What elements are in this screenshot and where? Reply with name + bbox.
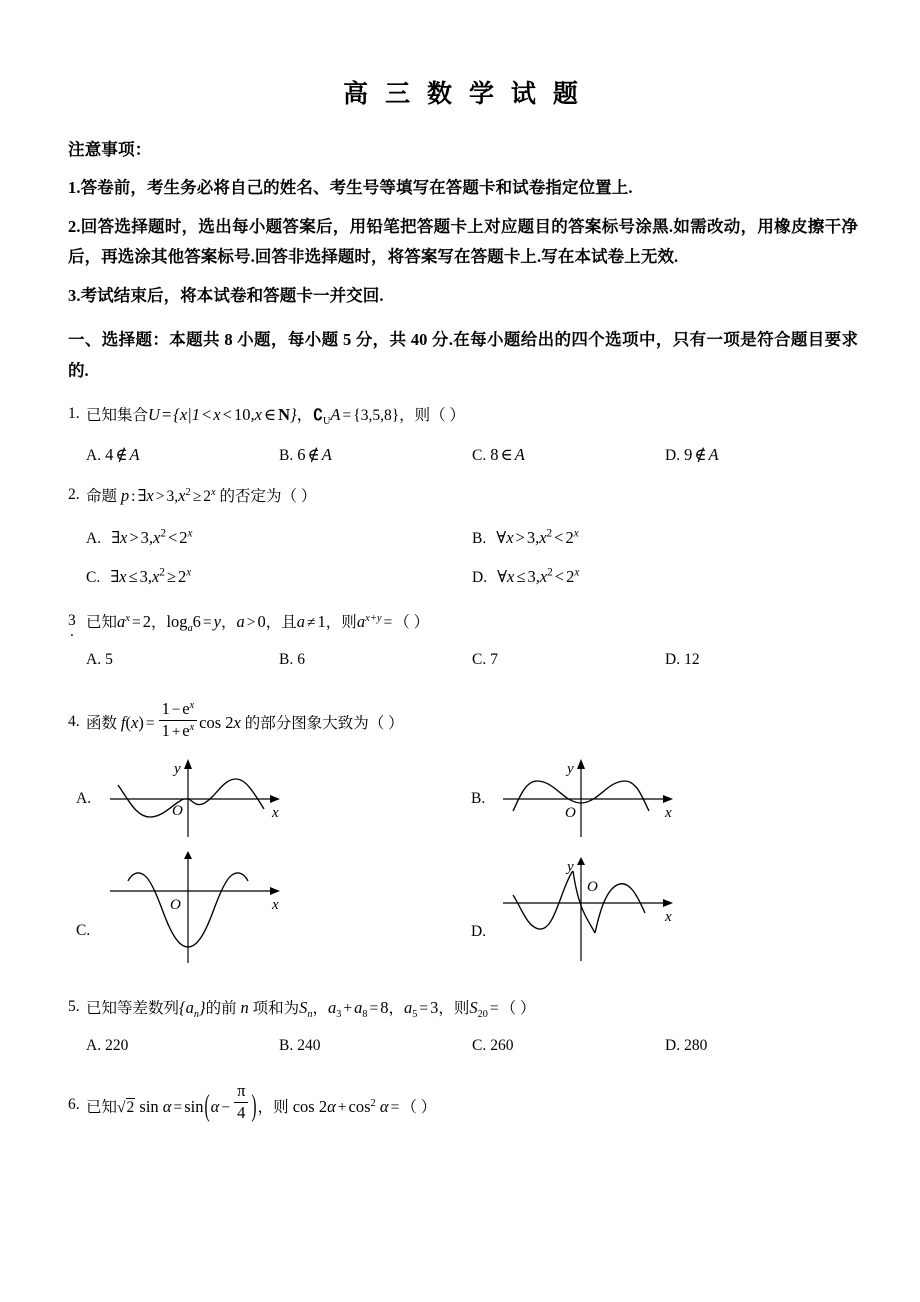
graph-d-o-label: O xyxy=(587,878,598,895)
graph-a-x-label: x xyxy=(272,804,279,821)
question-2-option-d[interactable] xyxy=(472,566,858,587)
graph-d-svg xyxy=(495,851,685,967)
question-4-graph-b xyxy=(489,755,685,843)
question-6 xyxy=(68,1081,858,1127)
graph-a-svg xyxy=(102,755,292,843)
question-2-option-c[interactable] xyxy=(86,566,472,587)
question-4-graph-row-2 xyxy=(68,851,858,967)
question-2-option-c-label: C. xyxy=(86,568,101,586)
question-2-option-b-text: ∀x > $3,x^2 < 2^x$ xyxy=(496,527,579,548)
question-3-number: 3 . xyxy=(68,605,76,636)
question-4-option-d[interactable] xyxy=(463,851,858,967)
question-4-graph-d xyxy=(489,851,685,967)
question-3-option-c[interactable] xyxy=(472,651,665,669)
graph-b-o-label: O xyxy=(565,804,576,821)
question-5-option-b[interactable] xyxy=(279,1037,472,1055)
question-1-option-a-label: A. xyxy=(86,446,102,464)
question-4-graph-a xyxy=(94,755,292,843)
graph-d-curve-left xyxy=(513,871,573,929)
question-1-option-d-text: 9 ∉ A xyxy=(684,444,719,464)
page-title: 高 三 数 学 试 题 xyxy=(343,80,583,108)
question-4-option-b-label: B. xyxy=(471,789,486,807)
question-2-option-a-label: A. xyxy=(86,530,102,548)
question-4-option-d-label: D. xyxy=(471,922,487,940)
question-2-option-d-label: D. xyxy=(472,568,488,586)
question-1-complement: $∁_UA = \{3,5,8\}$ xyxy=(313,405,400,428)
graph-b-svg xyxy=(495,755,685,843)
graph-d-y-arrow xyxy=(577,857,585,865)
question-4-option-a[interactable] xyxy=(68,755,463,843)
question-3-option-b[interactable] xyxy=(279,651,472,669)
graph-d-y-label: y xyxy=(567,858,574,875)
question-1-option-c-label: C. xyxy=(472,446,487,464)
question-6-stem-text: 已知√2 sin α = sin(α − $\frac{\pi}{4}$ )，则 $\cos 2\alpha + \cos^2 \alpha$ = （ ） xyxy=(86,1099,436,1116)
question-3-option-c-text: 7 xyxy=(490,651,498,669)
question-6-number: 6. xyxy=(68,1096,80,1114)
question-4 xyxy=(68,699,858,967)
question-5-options xyxy=(68,1037,858,1055)
question-1-option-b-text: 6 ∉ A xyxy=(297,444,332,464)
question-2-option-a-text: ∃x > $3,x^2 < 2^x$ xyxy=(111,527,193,548)
question-2-options-row-2 xyxy=(68,566,858,587)
graph-b-x-label: x xyxy=(665,804,672,821)
question-2-stem-text: 命题 p : ∃x > $3,x^2 \ge 2^x$ 的否定为（ ） xyxy=(86,485,317,505)
question-1-stem-prefix: 已知集合 xyxy=(86,407,149,425)
notice-item-1: 1.答卷前，考生务必将自己的姓名、考生号等填写在答题卡和试卷指定位置上. xyxy=(68,178,633,197)
question-1-sep1: ， xyxy=(296,405,314,425)
question-3-option-b-label: B. xyxy=(279,651,294,669)
question-5-option-a-text: 220 xyxy=(105,1037,129,1055)
question-5-option-d-label: D. xyxy=(665,1037,681,1055)
question-6-radical: √2 xyxy=(117,1098,135,1116)
question-1-option-d-label: D. xyxy=(665,446,681,464)
question-3-option-c-label: C. xyxy=(472,651,487,669)
question-1-option-a-text: 4 ∉ A xyxy=(105,444,140,464)
question-3-option-d-label: D. xyxy=(665,651,681,669)
notice-item-2: 2.回答选择题时，选出每小题答案后，用铅笔把答题卡上对应题目的答案标号涂黑.如需改动，用橡皮擦干净后，再选涂其他答案标号.回答非选择题时，将答案写在答题卡上.写在本试卷上无效. xyxy=(68,217,858,267)
graph-a-y-arrow xyxy=(184,759,192,769)
question-1-stem-suffix: ，则（ ） xyxy=(399,407,466,425)
graph-b-x-arrow xyxy=(663,795,673,803)
graph-d-x-arrow xyxy=(663,899,673,907)
graph-c-x-arrow xyxy=(270,887,280,895)
question-3-options xyxy=(68,651,858,669)
question-2-options-row-1 xyxy=(68,528,858,549)
question-4-fraction: $\frac{1 - e^x}{1 + e^x}$ xyxy=(159,699,198,741)
section-label: 一、选择题： xyxy=(68,330,170,350)
question-2 xyxy=(68,479,858,587)
question-5-option-c[interactable] xyxy=(472,1037,665,1055)
question-1-options xyxy=(68,445,858,465)
question-4-graph-c xyxy=(94,851,292,967)
question-5-stem-text: 已知等差数列$\{a_n\}$的前 n 项和为$S_n$，$a_3 + a_8 = 8$，$a_5 = 3$，则$S_{20}$ = （ ） xyxy=(86,997,536,1021)
question-5-option-a[interactable] xyxy=(86,1037,279,1055)
graph-b-y-label: y xyxy=(567,760,574,777)
question-4-option-c[interactable] xyxy=(68,851,463,967)
question-4-graph-row-1 xyxy=(68,755,858,843)
question-1-option-a[interactable] xyxy=(86,445,279,465)
question-1-option-d[interactable] xyxy=(665,445,858,465)
question-1-option-c-text: 8 ∈ A xyxy=(490,444,525,464)
question-6-stem xyxy=(68,1081,858,1127)
question-4-option-c-label: C. xyxy=(76,921,91,939)
question-1-stem xyxy=(68,398,858,433)
question-2-stem xyxy=(68,479,858,512)
question-2-option-d-text: ∀x ≤ $3,x^2 < 2^x$ xyxy=(497,566,580,586)
question-1-option-b-label: B. xyxy=(279,446,294,464)
graph-a-o-label: O xyxy=(172,802,183,819)
section-heading xyxy=(68,325,858,386)
question-6-fraction: $\frac{\pi}{4}$ xyxy=(234,1081,248,1122)
notice-heading: 注意事项： xyxy=(68,140,152,159)
question-2-option-b-label: B. xyxy=(472,530,487,548)
question-5-option-b-text: 240 xyxy=(297,1037,321,1055)
question-3-stem-text: 已知$a^x = 2$，$\log_a6 = y$，a > 0，且a ≠ 1，则$a^{x+y}$ = （ ） xyxy=(86,611,430,634)
notice-item-3: 3.考试结束后，将本试卷和答题卡一并交回. xyxy=(68,286,384,306)
question-3-option-a-label: A. xyxy=(86,651,102,669)
graph-c-x-label: x xyxy=(272,896,279,913)
question-4-number: 4. xyxy=(68,713,80,731)
question-5-number: 5. xyxy=(68,997,80,1015)
question-1-option-c[interactable] xyxy=(472,445,665,465)
question-4-option-a-label: A. xyxy=(76,789,92,807)
graph-d-x-label: x xyxy=(665,908,672,925)
question-5-option-d-text: 280 xyxy=(684,1037,708,1055)
question-1-option-b[interactable] xyxy=(279,445,472,465)
graph-d-curve-right xyxy=(595,884,645,933)
section-description: 本题共 8 小题，每小题 5 分，共 40 分.在每小题给出的四个选项中，只有一项是符合题目要求的. xyxy=(68,330,859,380)
question-3-option-a[interactable] xyxy=(86,651,279,669)
question-4-stem-text: 函数 f(x) = $\frac{1 - e^x}{1 + e^x}$ cos 2x 的部分图象大致为（ ） xyxy=(86,699,404,740)
question-3 xyxy=(68,605,858,670)
question-1-number: 1. xyxy=(68,405,80,423)
graph-c-o-label: O xyxy=(170,896,181,913)
question-5-stem xyxy=(68,991,858,1026)
question-3-option-b-text: 6 xyxy=(297,651,305,669)
question-1 xyxy=(68,398,858,465)
graph-a-curve xyxy=(118,779,264,817)
question-3-option-d[interactable] xyxy=(665,651,858,669)
question-4-stem xyxy=(68,699,858,743)
graph-a-y-label: y xyxy=(174,760,181,777)
question-2-option-b[interactable] xyxy=(472,528,858,549)
graph-c-svg xyxy=(102,851,292,967)
graph-a-x-arrow xyxy=(270,795,280,803)
question-5-option-c-text: 260 xyxy=(490,1037,514,1055)
question-5 xyxy=(68,991,858,1056)
question-3-stem xyxy=(68,605,858,640)
question-3-option-a-text: 5 xyxy=(105,651,113,669)
question-5-option-a-label: A. xyxy=(86,1037,102,1055)
question-2-option-a[interactable] xyxy=(86,528,472,549)
question-4-option-b[interactable] xyxy=(463,755,858,843)
question-1-set-u: U = {x|1 < x < 10,x ∈ N} xyxy=(148,405,297,425)
question-2-option-c-text: ∃x ≤ $3,x^2 \ge 2^x$ xyxy=(110,566,192,586)
question-5-option-b-label: B. xyxy=(279,1037,294,1055)
question-5-option-d[interactable] xyxy=(665,1037,858,1055)
question-5-option-c-label: C. xyxy=(472,1037,487,1055)
question-2-number: 2. xyxy=(68,485,80,503)
question-3-option-d-text: 12 xyxy=(684,651,700,669)
graph-b-y-arrow xyxy=(577,759,585,769)
graph-c-y-arrow xyxy=(184,851,192,859)
